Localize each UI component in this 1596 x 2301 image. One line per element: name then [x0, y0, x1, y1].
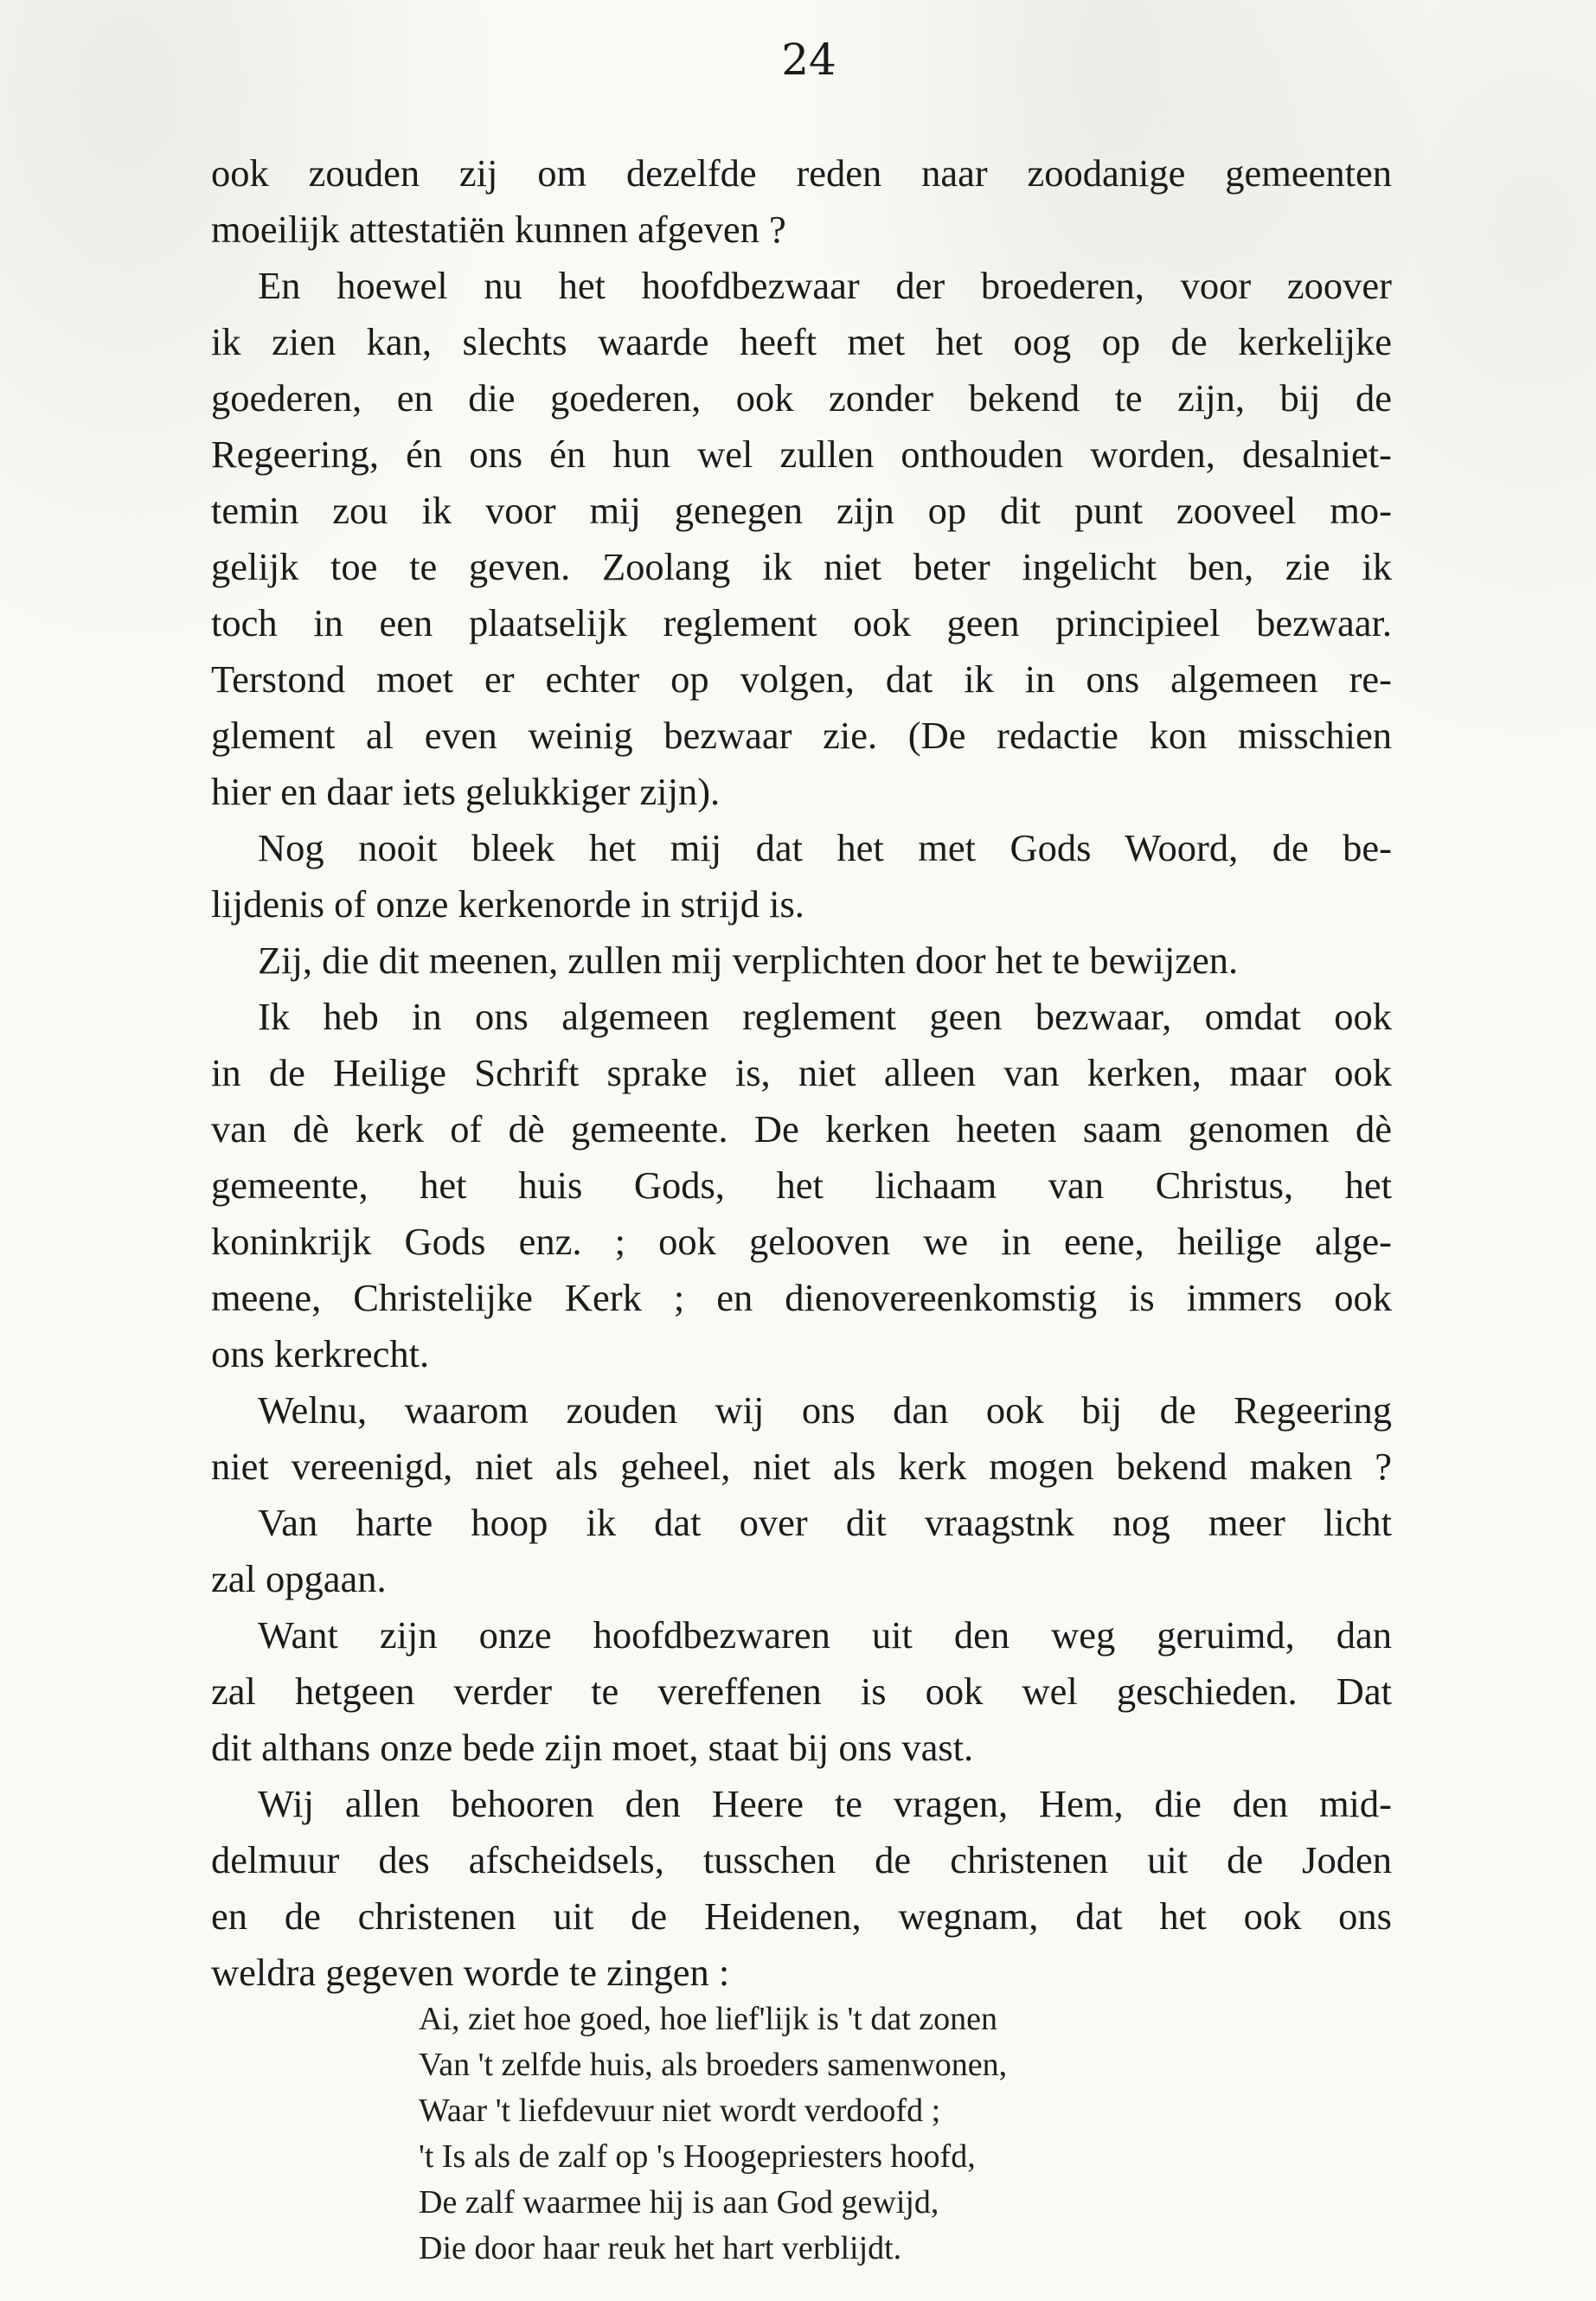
- text-line: Nog nooit bleek het mij dat het met Gods Woord, de be-: [258, 826, 1392, 869]
- text-line: niet vereenigd, niet als geheel, niet als kerk mogen bekend maken ?: [211, 1445, 1392, 1488]
- text-line: hier en daar iets gelukkiger zijn).: [211, 770, 721, 813]
- text-line: delmuur des afscheidsels, tusschen de christenen uit de Joden: [211, 1838, 1392, 1881]
- page-number: 24: [781, 35, 836, 85]
- poem-line: Waar 't liefdevuur niet wordt verdoofd ;: [419, 2093, 941, 2129]
- text-line: ons kerkrecht.: [211, 1332, 430, 1375]
- poem-line: 't Is als de zalf op 's Hoogepriesters hoofd,: [419, 2138, 976, 2175]
- text-line: Welnu, waarom zouden wij ons dan ook bij de Regeering: [258, 1388, 1392, 1432]
- text-line: zal opgaan.: [211, 1557, 387, 1600]
- text-line: toch in een plaatselijk reglement ook geen principieel bezwaar.: [211, 601, 1392, 644]
- text-line: Terstond moet er echter op volgen, dat ik in ons algemeen re-: [211, 657, 1392, 701]
- text-line: gemeente, het huis Gods, het lichaam van Christus, het: [211, 1163, 1392, 1207]
- text-line: moeilijk attestatiën kunnen afgeven ?: [211, 208, 786, 251]
- text-line: dit althans onze bede zijn moet, staat bij ons vast.: [211, 1726, 974, 1769]
- text-line: ook zouden zij om dezelfde reden naar zoodanige gemeenten: [211, 151, 1392, 195]
- text-line: weldra gegeven worde te zingen :: [211, 1951, 730, 1994]
- text-line: En hoewel nu het hoofdbezwaar der broederen, voor zoover: [258, 264, 1392, 307]
- poem-line: Die door haar reuk het hart verblijdt.: [419, 2230, 902, 2266]
- text-line: lijdenis of onze kerkenorde in strijd is.: [211, 882, 804, 926]
- poem-line: Ai, ziet hoe goed, hoe lief'lijk is 't dat zonen: [419, 2001, 998, 2037]
- text-line: temin zou ik voor mij genegen zijn op dit punt zooveel mo-: [211, 489, 1392, 532]
- text-line: meene, Christelijke Kerk ; en dienovereenkomstig is immers ook: [211, 1276, 1392, 1319]
- text-line: zal hetgeen verder te vereffenen is ook wel geschieden. Dat: [211, 1670, 1392, 1713]
- text-line: goederen, en die goederen, ook zonder bekend te zijn, bij de: [211, 376, 1392, 420]
- text-line: Van harte hoop ik dat over dit vraagstnk nog meer licht: [258, 1501, 1392, 1544]
- text-line: in de Heilige Schrift sprake is, niet alleen van kerken, maar ook: [211, 1051, 1392, 1094]
- text-line: van dè kerk of dè gemeente. De kerken heeten saam genomen dè: [211, 1107, 1392, 1150]
- text-line: ik zien kan, slechts waarde heeft met het oog op de kerkelijke: [211, 320, 1392, 363]
- text-line: Regeering, én ons én hun wel zullen onthouden worden, desalniet-: [211, 433, 1392, 476]
- poem-line: De zalf waarmee hij is aan God gewijd,: [419, 2184, 939, 2221]
- poem-line: Van 't zelfde huis, als broeders samenwonen,: [419, 2047, 1008, 2083]
- text-line: koninkrijk Gods enz. ; ook gelooven we in eene, heilige alge-: [211, 1220, 1392, 1263]
- text-line: gelijk toe te geven. Zoolang ik niet beter ingelicht ben, zie ik: [211, 545, 1392, 588]
- text-line: Want zijn onze hoofdbezwaren uit den weg geruimd, dan: [258, 1613, 1392, 1657]
- body-text: [211, 145, 1392, 2001]
- text-line: Zij, die dit meenen, zullen mij verplichten door het te bewijzen.: [258, 939, 1239, 982]
- text-line: glement al even weinig bezwaar zie. (De redactie kon misschien: [211, 714, 1392, 757]
- poem-block: [419, 1997, 1284, 2272]
- text-line: Ik heb in ons algemeen reglement geen bezwaar, omdat ook: [258, 995, 1392, 1038]
- text-line: Wij allen behooren den Heere te vragen, Hem, die den mid-: [258, 1782, 1392, 1825]
- text-line: en de christenen uit de Heidenen, wegnam, dat het ook ons: [211, 1894, 1392, 1938]
